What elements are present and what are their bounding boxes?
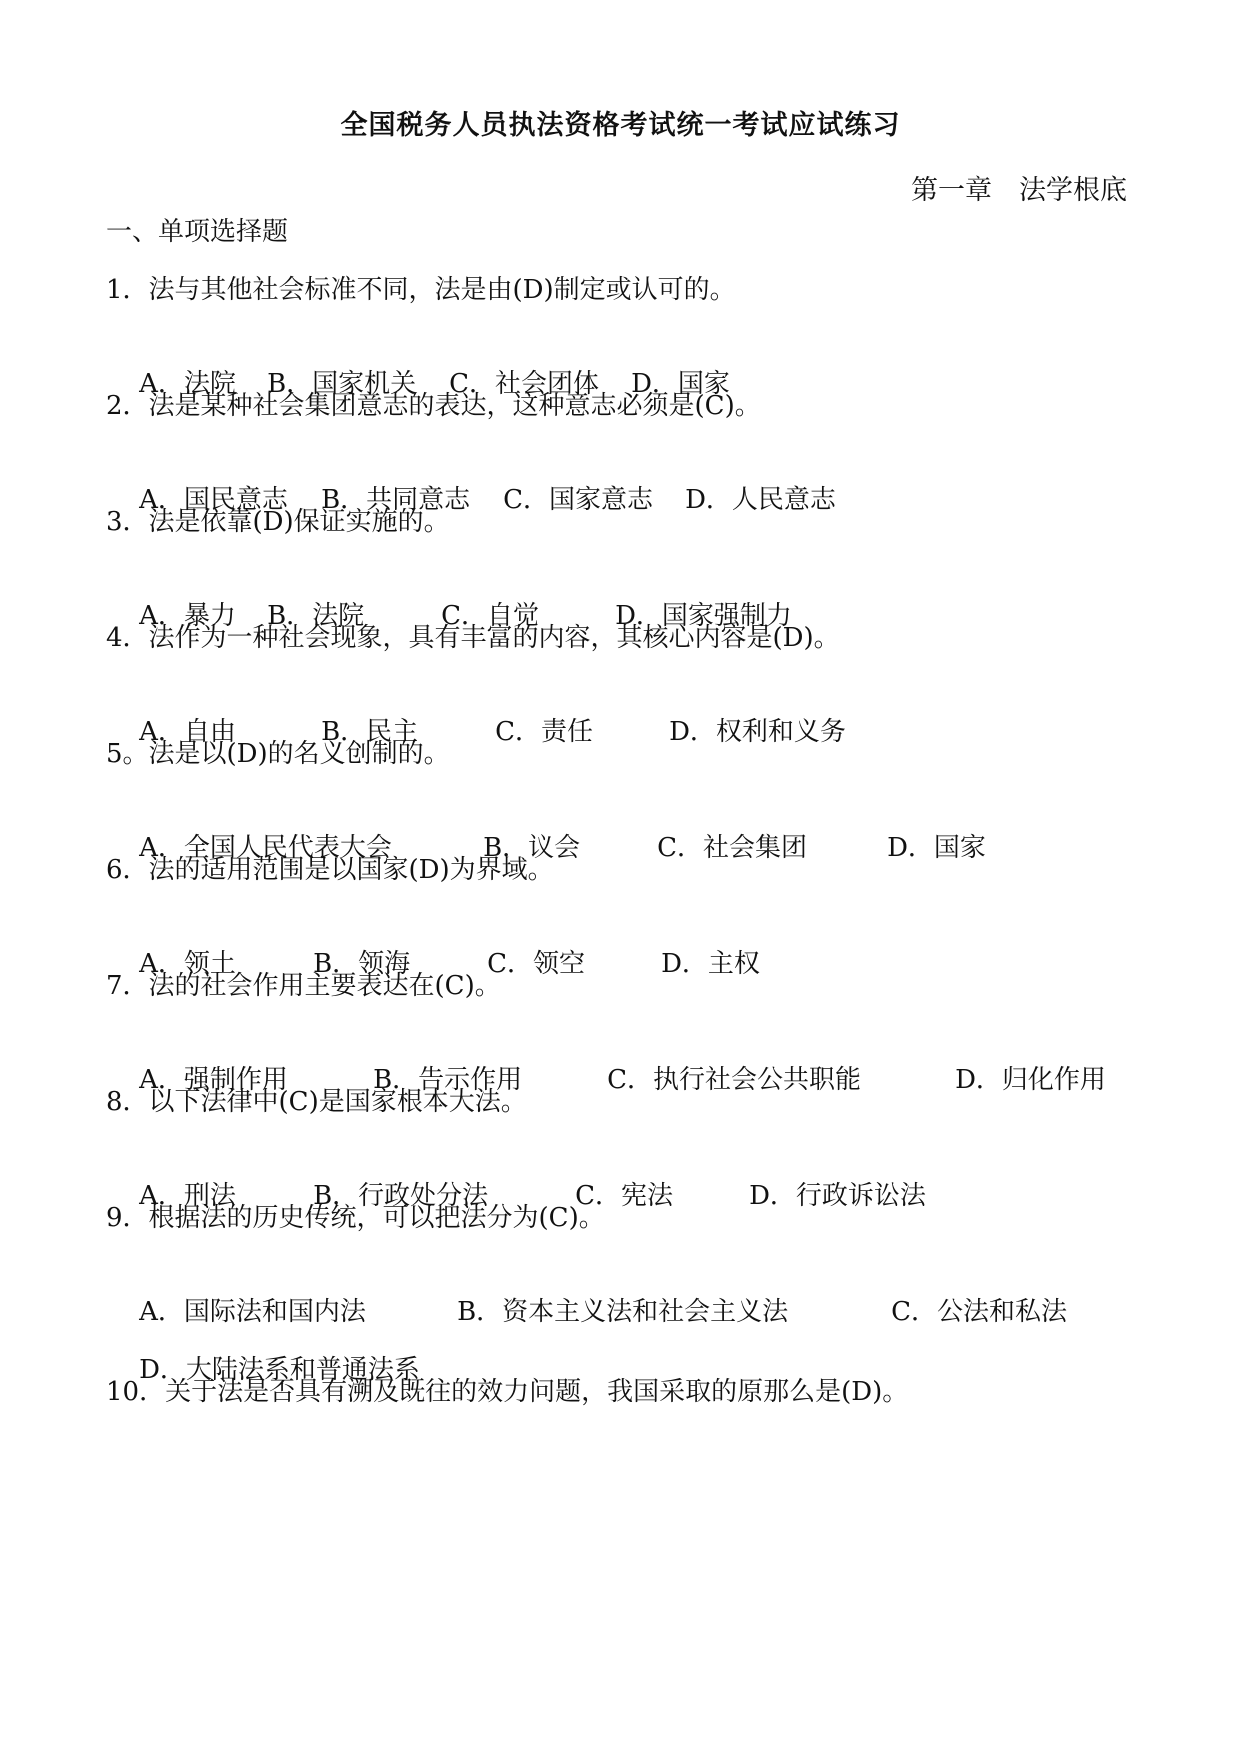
option-a: A．刑法 bbox=[139, 1181, 236, 1211]
option-c: C．社会集团 bbox=[657, 833, 807, 863]
option-a: A．强制作用 bbox=[139, 1065, 288, 1095]
option-c: C．领空 bbox=[487, 949, 585, 979]
option-b: B．共同意志 bbox=[321, 485, 471, 515]
option-d: D．人民意志 bbox=[685, 485, 836, 515]
option-c: C．自觉 bbox=[441, 601, 539, 631]
option-d: D．国家强制力 bbox=[615, 601, 792, 631]
question-stem-5: 5。法是以(D)的名义创制的。 bbox=[106, 739, 450, 769]
section-heading: 一、单项选择题 bbox=[106, 217, 289, 247]
option-b: B．告示作用 bbox=[373, 1065, 523, 1095]
chapter-heading: 第一章 法学根底 bbox=[911, 175, 1127, 206]
option-a: A．法院 bbox=[139, 369, 236, 399]
option-d: D．大陆法系和普通法系 bbox=[139, 1355, 420, 1385]
option-b: B．法院 bbox=[267, 601, 365, 631]
option-b: B．行政处分法 bbox=[313, 1181, 489, 1211]
option-b: B．资本主义法和社会主义法 bbox=[457, 1297, 789, 1327]
option-b: B．国家机关 bbox=[267, 369, 417, 399]
option-b: B．领海 bbox=[313, 949, 411, 979]
option-c: C．国家意志 bbox=[503, 485, 653, 515]
question-stem-6: 6．法的适用范围是以国家(D)为界域。 bbox=[106, 855, 554, 885]
option-d: D．主权 bbox=[661, 949, 760, 979]
document-title: 全国税务人员执法资格考试统一考试应试练习 bbox=[340, 110, 901, 141]
option-a: A．领土 bbox=[139, 949, 236, 979]
question-stem-4: 4．法作为一种社会现象，具有丰富的内容，其核心内容是(D)。 bbox=[106, 623, 840, 653]
question-stem-2: 2．法是某种社会集团意志的表达，这种意志必须是(C)。 bbox=[106, 391, 761, 421]
option-c: C．责任 bbox=[495, 717, 593, 747]
option-d: D．行政诉讼法 bbox=[749, 1181, 926, 1211]
option-a: A．全国人民代表大会 bbox=[139, 833, 392, 863]
option-d: D．权利和义务 bbox=[669, 717, 846, 747]
question-stem-7: 7．法的社会作用主要表达在(C)。 bbox=[106, 971, 501, 1001]
option-b: B．议会 bbox=[483, 833, 581, 863]
question-stem-3: 3．法是依靠(D)保证实施的。 bbox=[106, 507, 450, 537]
option-d: D．归化作用 bbox=[955, 1065, 1106, 1095]
option-b: B．民主 bbox=[321, 717, 419, 747]
question-stem-1: 1．法与其他社会标准不同，法是由(D)制定或认可的。 bbox=[106, 275, 736, 305]
question-stem-9: 9．根据法的历史传统，可以把法分为(C)。 bbox=[106, 1203, 605, 1233]
option-c: C．执行社会公共职能 bbox=[607, 1065, 861, 1095]
option-a: A．自由 bbox=[139, 717, 236, 747]
option-a: A．国际法和国内法 bbox=[139, 1297, 366, 1327]
option-d: D．国家 bbox=[631, 369, 730, 399]
question-stem-8: 8．以下法律中(C)是国家根本大法。 bbox=[106, 1087, 527, 1117]
option-c: C．宪法 bbox=[575, 1181, 673, 1211]
option-d: D．国家 bbox=[887, 833, 986, 863]
option-a: A．暴力 bbox=[139, 601, 236, 631]
option-c: C．社会团体 bbox=[449, 369, 599, 399]
option-c: C．公法和私法 bbox=[891, 1297, 1067, 1327]
option-a: A．国民意志 bbox=[139, 485, 288, 515]
question-stem-10: 10．关于法是否具有溯及既往的效力问题，我国采取的原那么是(D)。 bbox=[106, 1377, 909, 1407]
